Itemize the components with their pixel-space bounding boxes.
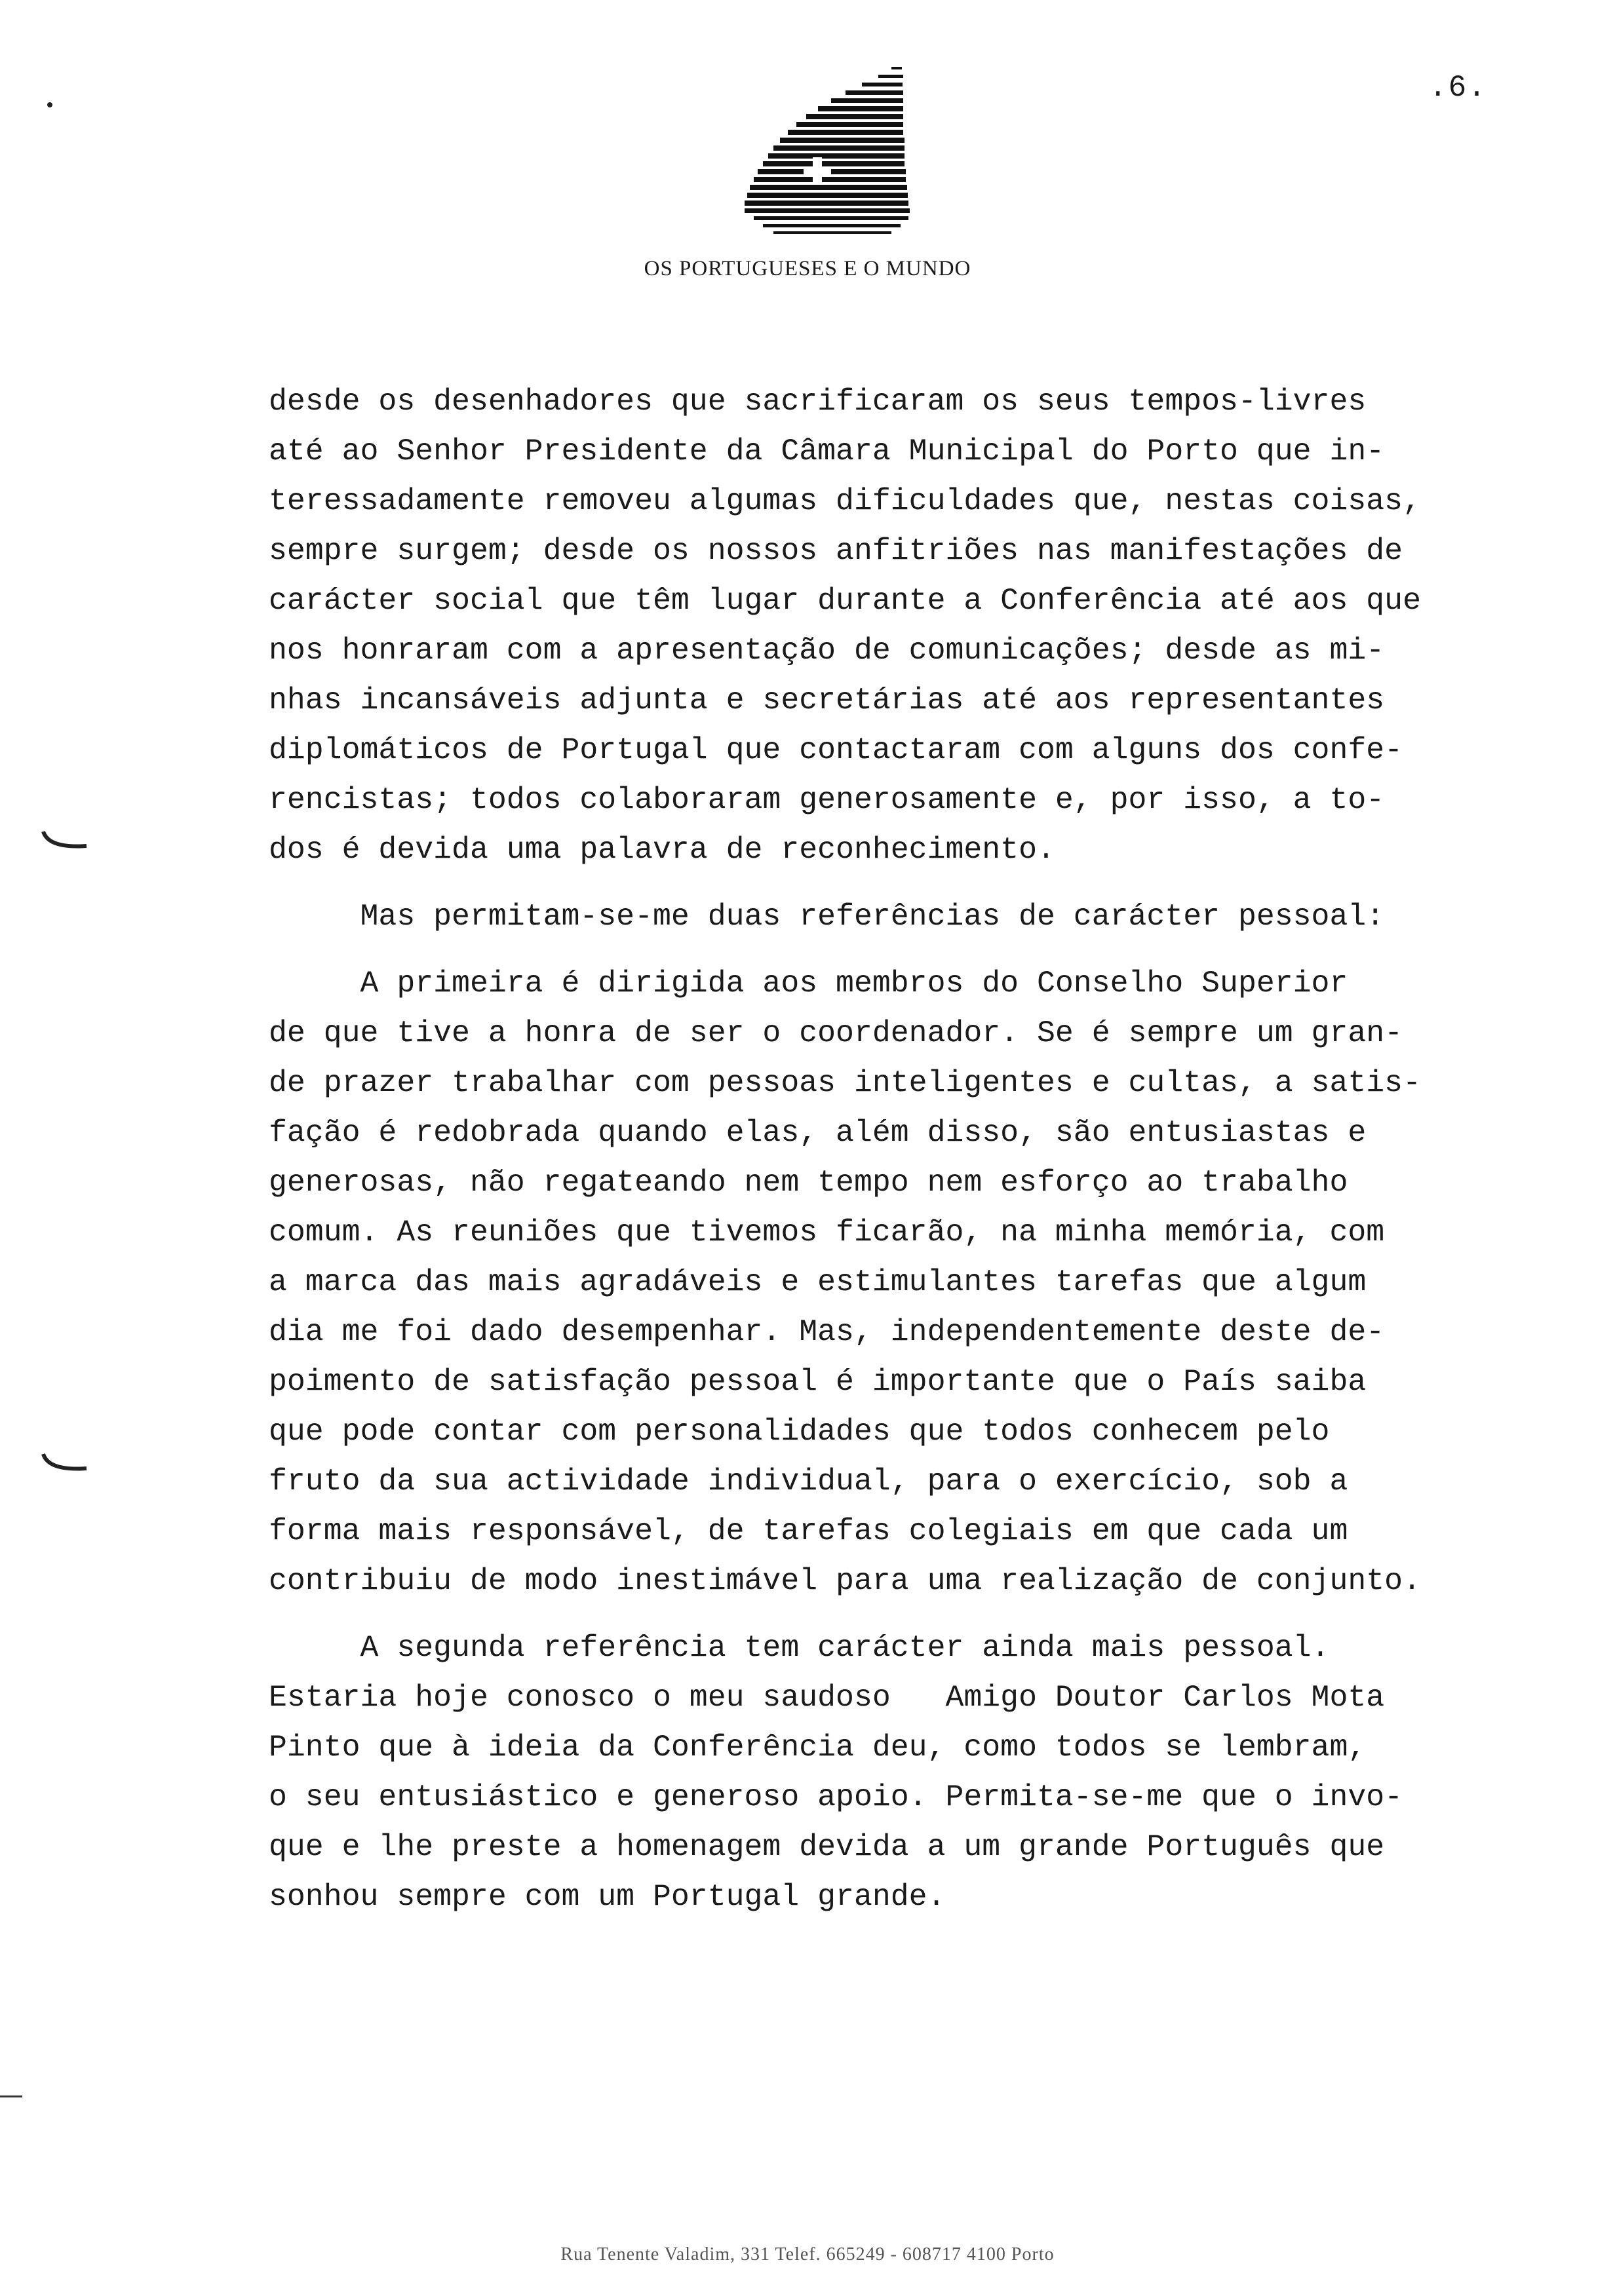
text-line: Mas permitam-se-me duas referências de carácter pessoal:	[269, 899, 1385, 934]
text-line: dia me foi dado desempenhar. Mas, independentemente deste de-	[269, 1314, 1385, 1349]
text-line: comum. As reuniões que tivemos ficarão, na minha memória, com	[269, 1215, 1385, 1250]
paragraph-3	[269, 959, 1547, 1606]
text-line: fruto da sua actividade individual, para o exercício, sob a	[269, 1464, 1348, 1499]
text-line: a marca das mais agradáveis e estimulantes tarefas que algum	[269, 1265, 1367, 1299]
text-line: Pinto que à ideia da Conferência deu, como todos se lembram,	[269, 1730, 1367, 1765]
caravel-sail-logo	[682, 59, 918, 249]
text-line: poimento de satisfação pessoal é importante que o País saiba	[269, 1364, 1367, 1399]
paragraph-2	[269, 892, 1547, 942]
text-line: de que tive a honra de ser o coordenador. Se é sempre um gran-	[269, 1016, 1403, 1050]
text-line: A segunda referência tem carácter ainda mais pessoal.	[269, 1630, 1330, 1665]
text-line: dos é devida uma palavra de reconhecimento.	[269, 832, 1055, 867]
punch-hole-mark-bottom	[41, 1451, 93, 1478]
footer-address: Rua Tenente Valadim, 331 Telef. 665249 - 608717 4100 Porto	[560, 2244, 1055, 2265]
page-number: .6.	[1429, 71, 1487, 105]
text-line: A primeira é dirigida aos membros do Conselho Superior	[269, 966, 1348, 1001]
organization-name: OS PORTUGUESES E O MUNDO	[644, 257, 971, 280]
text-line: sempre surgem; desde os nossos anfitriões nas manifestações de	[269, 533, 1403, 568]
letter-body	[269, 377, 1547, 1922]
text-line: generosas, não regateando nem tempo nem esforço ao trabalho	[269, 1165, 1348, 1200]
text-line: de prazer trabalhar com pessoas inteligentes e cultas, a satis-	[269, 1065, 1421, 1100]
text-line: nhas incansáveis adjunta e secretárias até aos representantes	[269, 683, 1385, 718]
text-line: diplomáticos de Portugal que contactaram com alguns dos confe-	[269, 733, 1403, 767]
text-line: até ao Senhor Presidente da Câmara Municipal do Porto que in-	[269, 434, 1385, 469]
text-line: que e lhe preste a homenagem devida a um grande Português que	[269, 1829, 1385, 1864]
text-line: fação é redobrada quando elas, além disso, são entusiastas e	[269, 1115, 1367, 1150]
text-line: nos honraram com a apresentação de comunicações; desde as mi-	[269, 633, 1385, 668]
text-line: forma mais responsável, de tarefas colegiais em que cada um	[269, 1514, 1348, 1548]
text-line: rencistas; todos colaboraram generosamente e, por isso, a to-	[269, 782, 1385, 817]
scan-speck	[43, 98, 56, 111]
text-line: que pode contar com personalidades que todos conhecem pelo	[269, 1414, 1330, 1449]
paragraph-1	[269, 377, 1547, 875]
text-line: o seu entusiástico e generoso apoio. Permita-se-me que o invo-	[269, 1780, 1403, 1814]
text-line: teressadamente removeu algumas dificuldades que, nestas coisas,	[269, 484, 1421, 518]
margin-dash	[0, 2094, 26, 2100]
paragraph-4	[269, 1623, 1547, 1922]
text-line: contribuiu de modo inestimável para uma realização de conjunto.	[269, 1563, 1421, 1598]
text-line: Estaria hoje conosco o meu saudoso Amigo Doutor Carlos Mota	[269, 1680, 1385, 1715]
text-line: sonhou sempre com um Portugal grande.	[269, 1879, 946, 1914]
text-line: desde os desenhadores que sacrificaram os seus tempos-livres	[269, 384, 1367, 419]
punch-hole-mark-top	[41, 829, 93, 855]
text-line: carácter social que têm lugar durante a Conferência até aos que	[269, 583, 1421, 618]
